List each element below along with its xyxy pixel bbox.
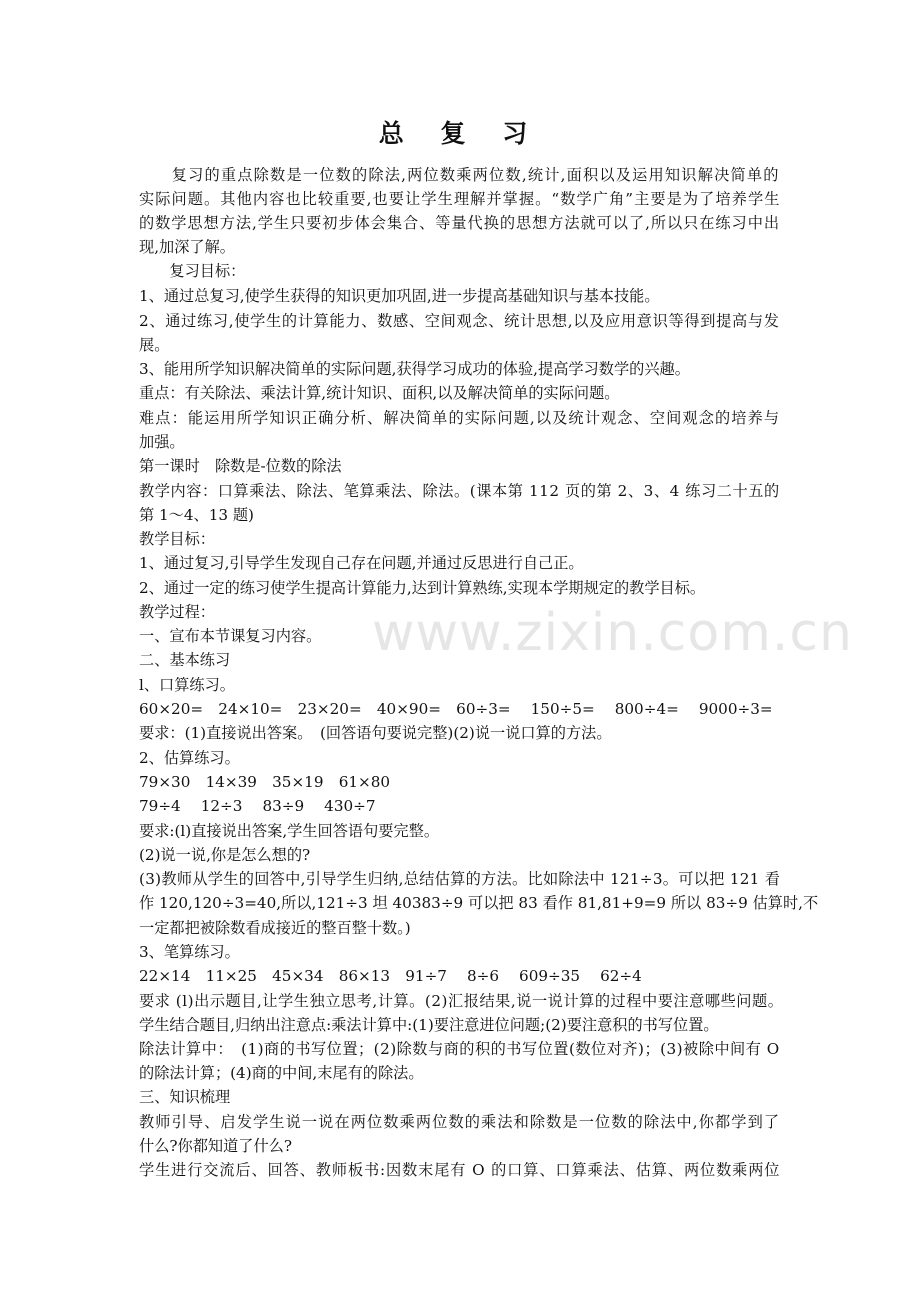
body-line: 3、能用所学知识解决简单的实际问题,获得学习成功的体验,提高学习数学的兴趣。 xyxy=(139,360,690,378)
body-line: 1、通过总复习,使学生获得的知识更加巩固,进一步提高基础知识与基本技能。 xyxy=(139,287,660,305)
body-line: 加强。 xyxy=(139,433,185,451)
body-line: 60×20= 24×10= 23×20= 40×90= 60÷3= 150÷5= 800÷4= 9000÷3= xyxy=(139,700,773,718)
body-line: 1、通过复习,引导学生发现自己存在问题,并通过反思进行自己正。 xyxy=(139,554,584,572)
body-line: 教师引导、启发学生说一说在两位数乘两位数的乘法和除数是一位数的除法中,你都学到了 xyxy=(139,1113,781,1131)
body-line: 教学目标： xyxy=(139,530,215,548)
body-line: 一定都把被除数看成接近的整百整十数。) xyxy=(139,919,411,937)
body-line: 第一课时 除数是-位数的除法 xyxy=(139,457,342,475)
body-line: 2、通过练习,使学生的计算能力、数感、空间观念、统计思想,以及应用意识等得到提高与发 xyxy=(139,312,780,330)
body-line: 79×30 14×39 35×19 61×80 xyxy=(139,773,391,791)
body-line: 什么?你都知道了什么? xyxy=(139,1137,292,1155)
body-line: (3)教师从学生的回答中,引导学生归纳,总结估算的方法。比如除法中 121÷3。可以把 121 看 xyxy=(139,870,781,888)
body-line: 重点：有关除法、乘法计算,统计知识、面积,以及解决简单的实际问题。 xyxy=(139,384,620,402)
body-line: 2、估算练习。 xyxy=(139,749,240,767)
body-line: 2、通过一定的练习使学生提高计算能力,达到计算熟练,实现本学期规定的教学目标。 xyxy=(139,579,706,597)
body-line: 要求:(l)直接说出答案,学生回答语句要完整。 xyxy=(139,822,440,840)
body-line: 3、笔算练习。 xyxy=(139,943,240,961)
body-line: 难点：能运用所学知识正确分析、解决简单的实际问题,以及统计观念、空间观念的培养与 xyxy=(139,409,781,427)
body-line: 第 1～4、13 题) xyxy=(139,506,254,524)
body-line: 复习目标： xyxy=(139,262,246,280)
body-line: 复习的重点除数是一位数的除法,两位数乘两位数,统计,面积以及运用知识解决简单的 xyxy=(139,166,780,184)
body-line: 学生进行交流后、回答、教师板书:因数末尾有 O 的口算、口算乘法、估算、两位数乘两位 xyxy=(139,1161,781,1179)
body-line: 展。 xyxy=(139,336,170,354)
body-line: (2)说一说,你是怎么想的? xyxy=(139,846,311,864)
body-line: 现,加深了解。 xyxy=(139,238,235,256)
document-title: 总 复 习 xyxy=(378,119,542,148)
body-line: 22×14 11×25 45×34 86×13 91÷7 8÷6 609÷35 62÷4 xyxy=(139,967,642,985)
body-line: 的数学思想方法,学生只要初步体会集合、等量代换的思想方法就可以了,所以只在练习中出 xyxy=(139,214,780,232)
body-line: 教学内容：口算乘法、除法、笔算乘法、除法。(课本第 112 页的第 2、3、4 练习二十五的 xyxy=(139,482,780,500)
body-line: 二、基本练习 xyxy=(139,651,231,669)
body-line: 三、知识梳理 xyxy=(139,1088,231,1106)
body-line: 教学过程： xyxy=(139,603,215,621)
body-line: 要求 (l)出示题目,让学生独立思考,计算。(2)汇报结果,说一说计算的过程中要注意哪些问题。 xyxy=(139,992,784,1010)
body-line: 实际问题。其他内容也比较重要,也要让学生理解并掌握。“数学广角”主要是为了培养学生 xyxy=(139,190,781,208)
body-line: l、口算练习。 xyxy=(139,676,235,694)
body-line: 除法计算中： (1)商的书写位置；(2)除数与商的积的书写位置(数位对齐)；(3)被除中间有 O xyxy=(139,1040,780,1058)
body-line: 学生结合题目,归纳出注意点:乘法计算中:(1)要注意进位问题;(2)要注意积的书写位置。 xyxy=(139,1016,719,1034)
body-line: 的除法计算；(4)商的中间,末尾有的除法。 xyxy=(139,1064,424,1082)
body-line: 作 120,120÷3=40,所以,121÷3 坦 40383÷9 可以把 83 看作 81,81+9=9 所以 83÷9 估算时,不 xyxy=(139,894,819,912)
body-line: 79÷4 12÷3 83÷9 430÷7 xyxy=(139,797,376,815)
body-line: 一、宣布本节课复习内容。 xyxy=(139,627,322,645)
body-line: 要求：(1)直接说出答案。 (回答语句要说完整)(2)说一说口算的方法。 xyxy=(139,724,612,742)
watermark: www.zixin.com.cn xyxy=(372,603,853,663)
